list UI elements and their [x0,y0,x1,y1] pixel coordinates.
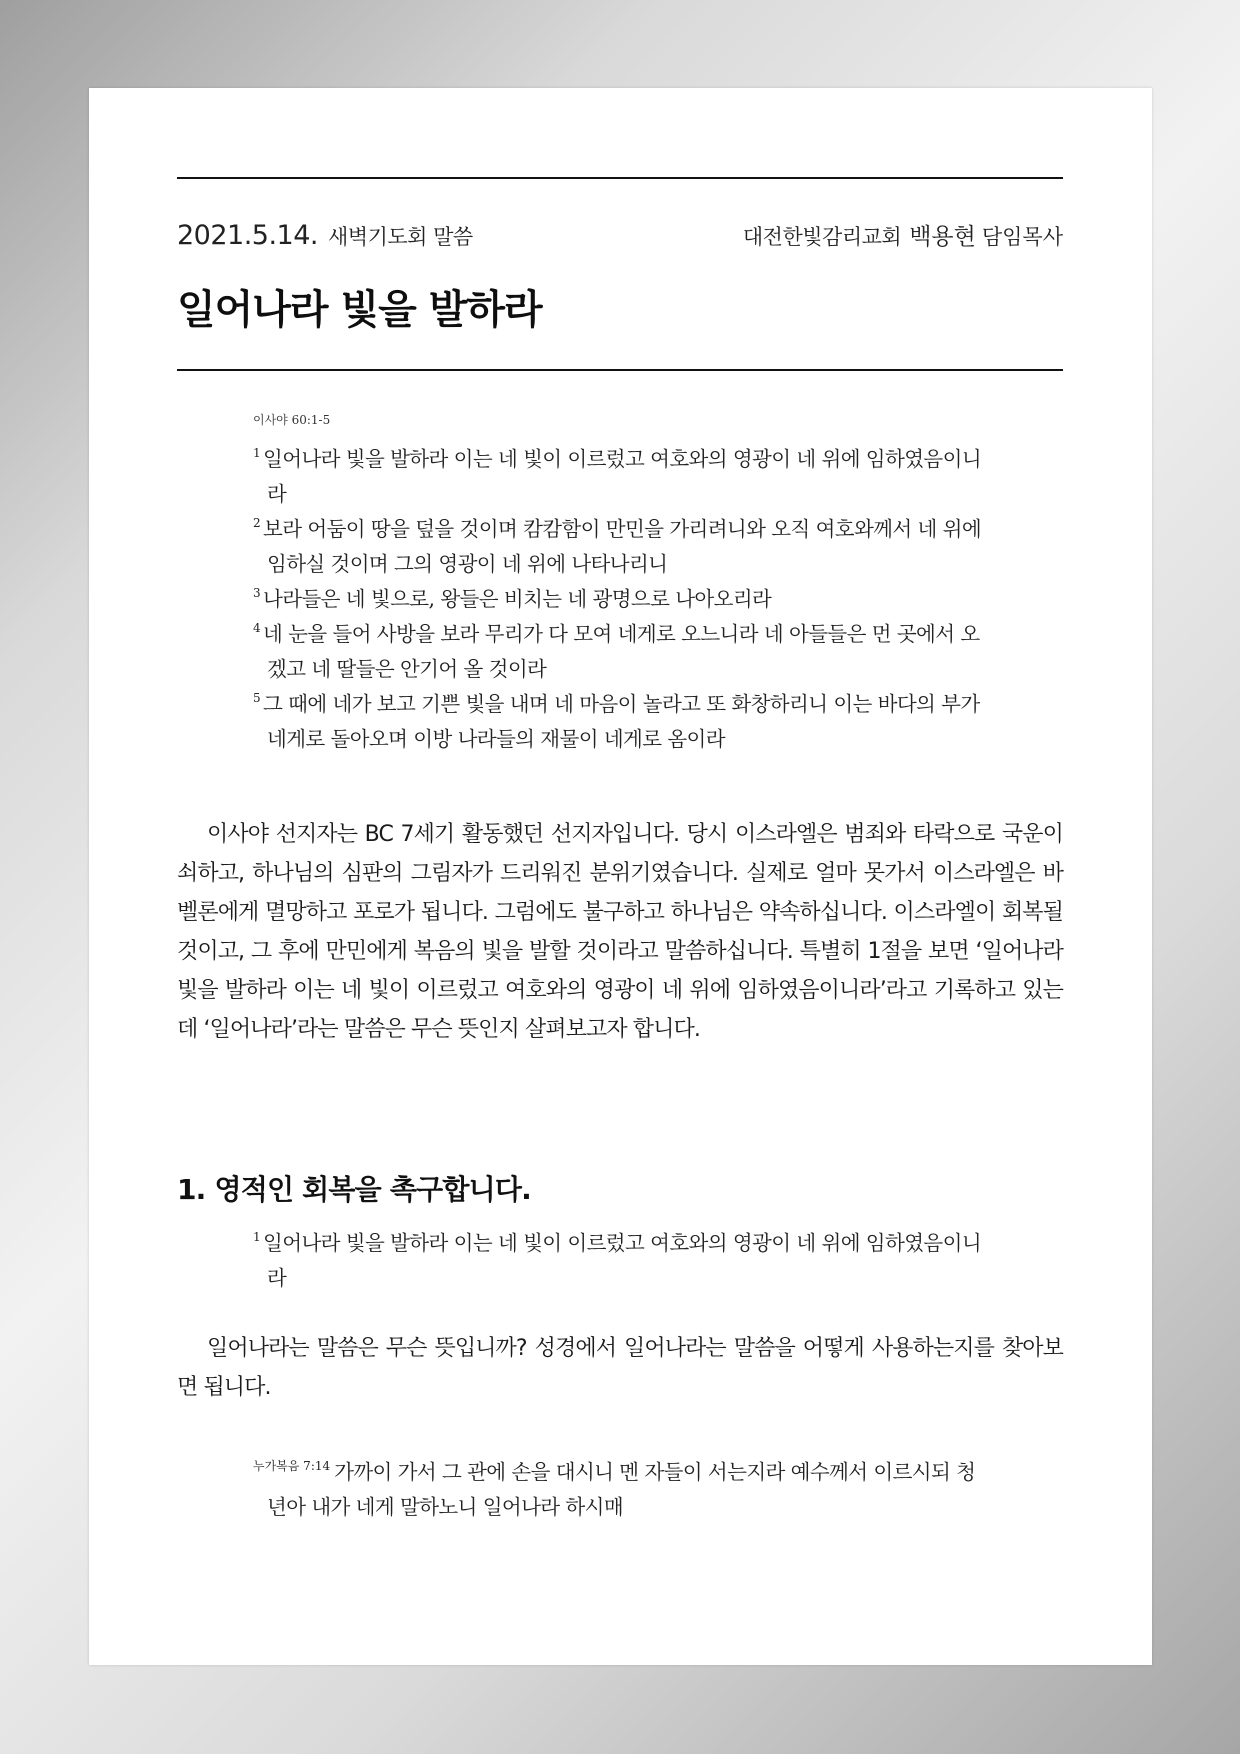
pastor-title: 담임목사 [981,225,1063,249]
verse-number: 4 [253,621,261,635]
service-name: 새벽기도회 말씀 [328,225,473,249]
quote-reference: 누가복음 7:14 [253,1459,331,1473]
church-name: 대전한빛감리교회 [742,225,902,249]
header-right [743,218,1063,251]
header-row [177,218,1063,254]
header-left [177,220,473,251]
verse-number: 5 [253,691,261,705]
header-bottom-rule [177,369,1063,371]
verse-text: 그 때에 네가 보고 기쁜 빛을 내며 네 마음이 놀라고 또 화창하리니 이는 바다의 부가 네게로 돌아오며 이방 나라들의 재물이 네게로 옴이라 [263,692,980,751]
verse-number: 2 [253,516,261,530]
quote-scripture-block [253,1455,988,1525]
verse-text: 일어나라 빛을 발하라 이는 네 빛이 이르렀고 여호와의 영광이 네 위에 임하였음이니라 [263,447,982,506]
scripture-verse [253,512,988,582]
sermon-title: 일어나라 빛을 발하라 [177,287,542,333]
pastor-name: 백용현 [909,224,976,250]
verse-text: 보라 어둠이 땅을 덮을 것이며 캄캄함이 만민을 가리려니와 오직 여호와께서 네 위에 임하실 것이며 그의 영광이 네 위에 나타나리니 [263,517,982,576]
quote-text: 가까이 가서 그 관에 손을 대시니 멘 자들이 서는지라 예수께서 이르시되 청년아 내가 네게 말하노니 일어나라 하시매 [267,1460,976,1519]
header-top-rule [177,177,1063,179]
verse-number: 3 [253,586,261,600]
section-paragraph: 일어나라는 말씀은 무슨 뜻입니까? 성경에서 일어나라는 말씀을 어떻게 사용하는지를 찾아보면 됩니다. [177,1336,1063,1400]
verse-number: 1 [253,1230,261,1244]
sermon-date: 2021.5.14. [177,220,318,251]
verse-text: 일어나라 빛을 발하라 이는 네 빛이 이르렀고 여호와의 영광이 네 위에 임하였음이니라 [263,1231,982,1290]
verse-text: 나라들은 네 빛으로, 왕들은 비치는 네 광명으로 나아오리라 [263,587,772,611]
scripture-verse [253,687,988,757]
section-heading: 1. 영적인 회복을 촉구합니다. [177,1173,531,1206]
intro-paragraph: 이사야 선지자는 BC 7세기 활동했던 선지자입니다. 당시 이스라엘은 범죄와 타락으로 국운이 쇠하고, 하나님의 심판의 그림자가 드리워진 분위기였습니다. 실제로 얼마 못가서 이스라엘은 바벨론에게 멸망하고 포로가 됩니다. 그럼에도 불구하고 하나님은 약속하십니다. 이스라엘이 회복될 것이고, 그 후에 만민에게 복음의 빛을 발할 것이라고 말씀하십니다. 특별히 1절을 보면 ‘일어나라 빛을 발하라 이는 네 빛이 이르렀고 여호와의 영광이 네 위에 임하였음이니라’라고 기록하고 있는데 ‘일어나라’라는 말씀은 무슨 뜻인지 살펴보고자 합니다. [177,822,1063,1042]
scripture-verse [253,582,988,617]
scripture-quote [253,1455,988,1525]
scripture-reference: 이사야 60:1-5 [253,413,331,427]
main-scripture-block [253,410,988,757]
document-page [89,88,1152,1665]
section-scripture-block [253,1226,988,1296]
scripture-verse [253,617,988,687]
scripture-verse [253,1226,988,1296]
verse-number: 1 [253,446,261,460]
verse-text: 네 눈을 들어 사방을 보라 무리가 다 모여 네게로 오느니라 네 아들들은 먼 곳에서 오겠고 네 딸들은 안기어 올 것이라 [263,622,980,681]
scripture-verse [253,442,988,512]
